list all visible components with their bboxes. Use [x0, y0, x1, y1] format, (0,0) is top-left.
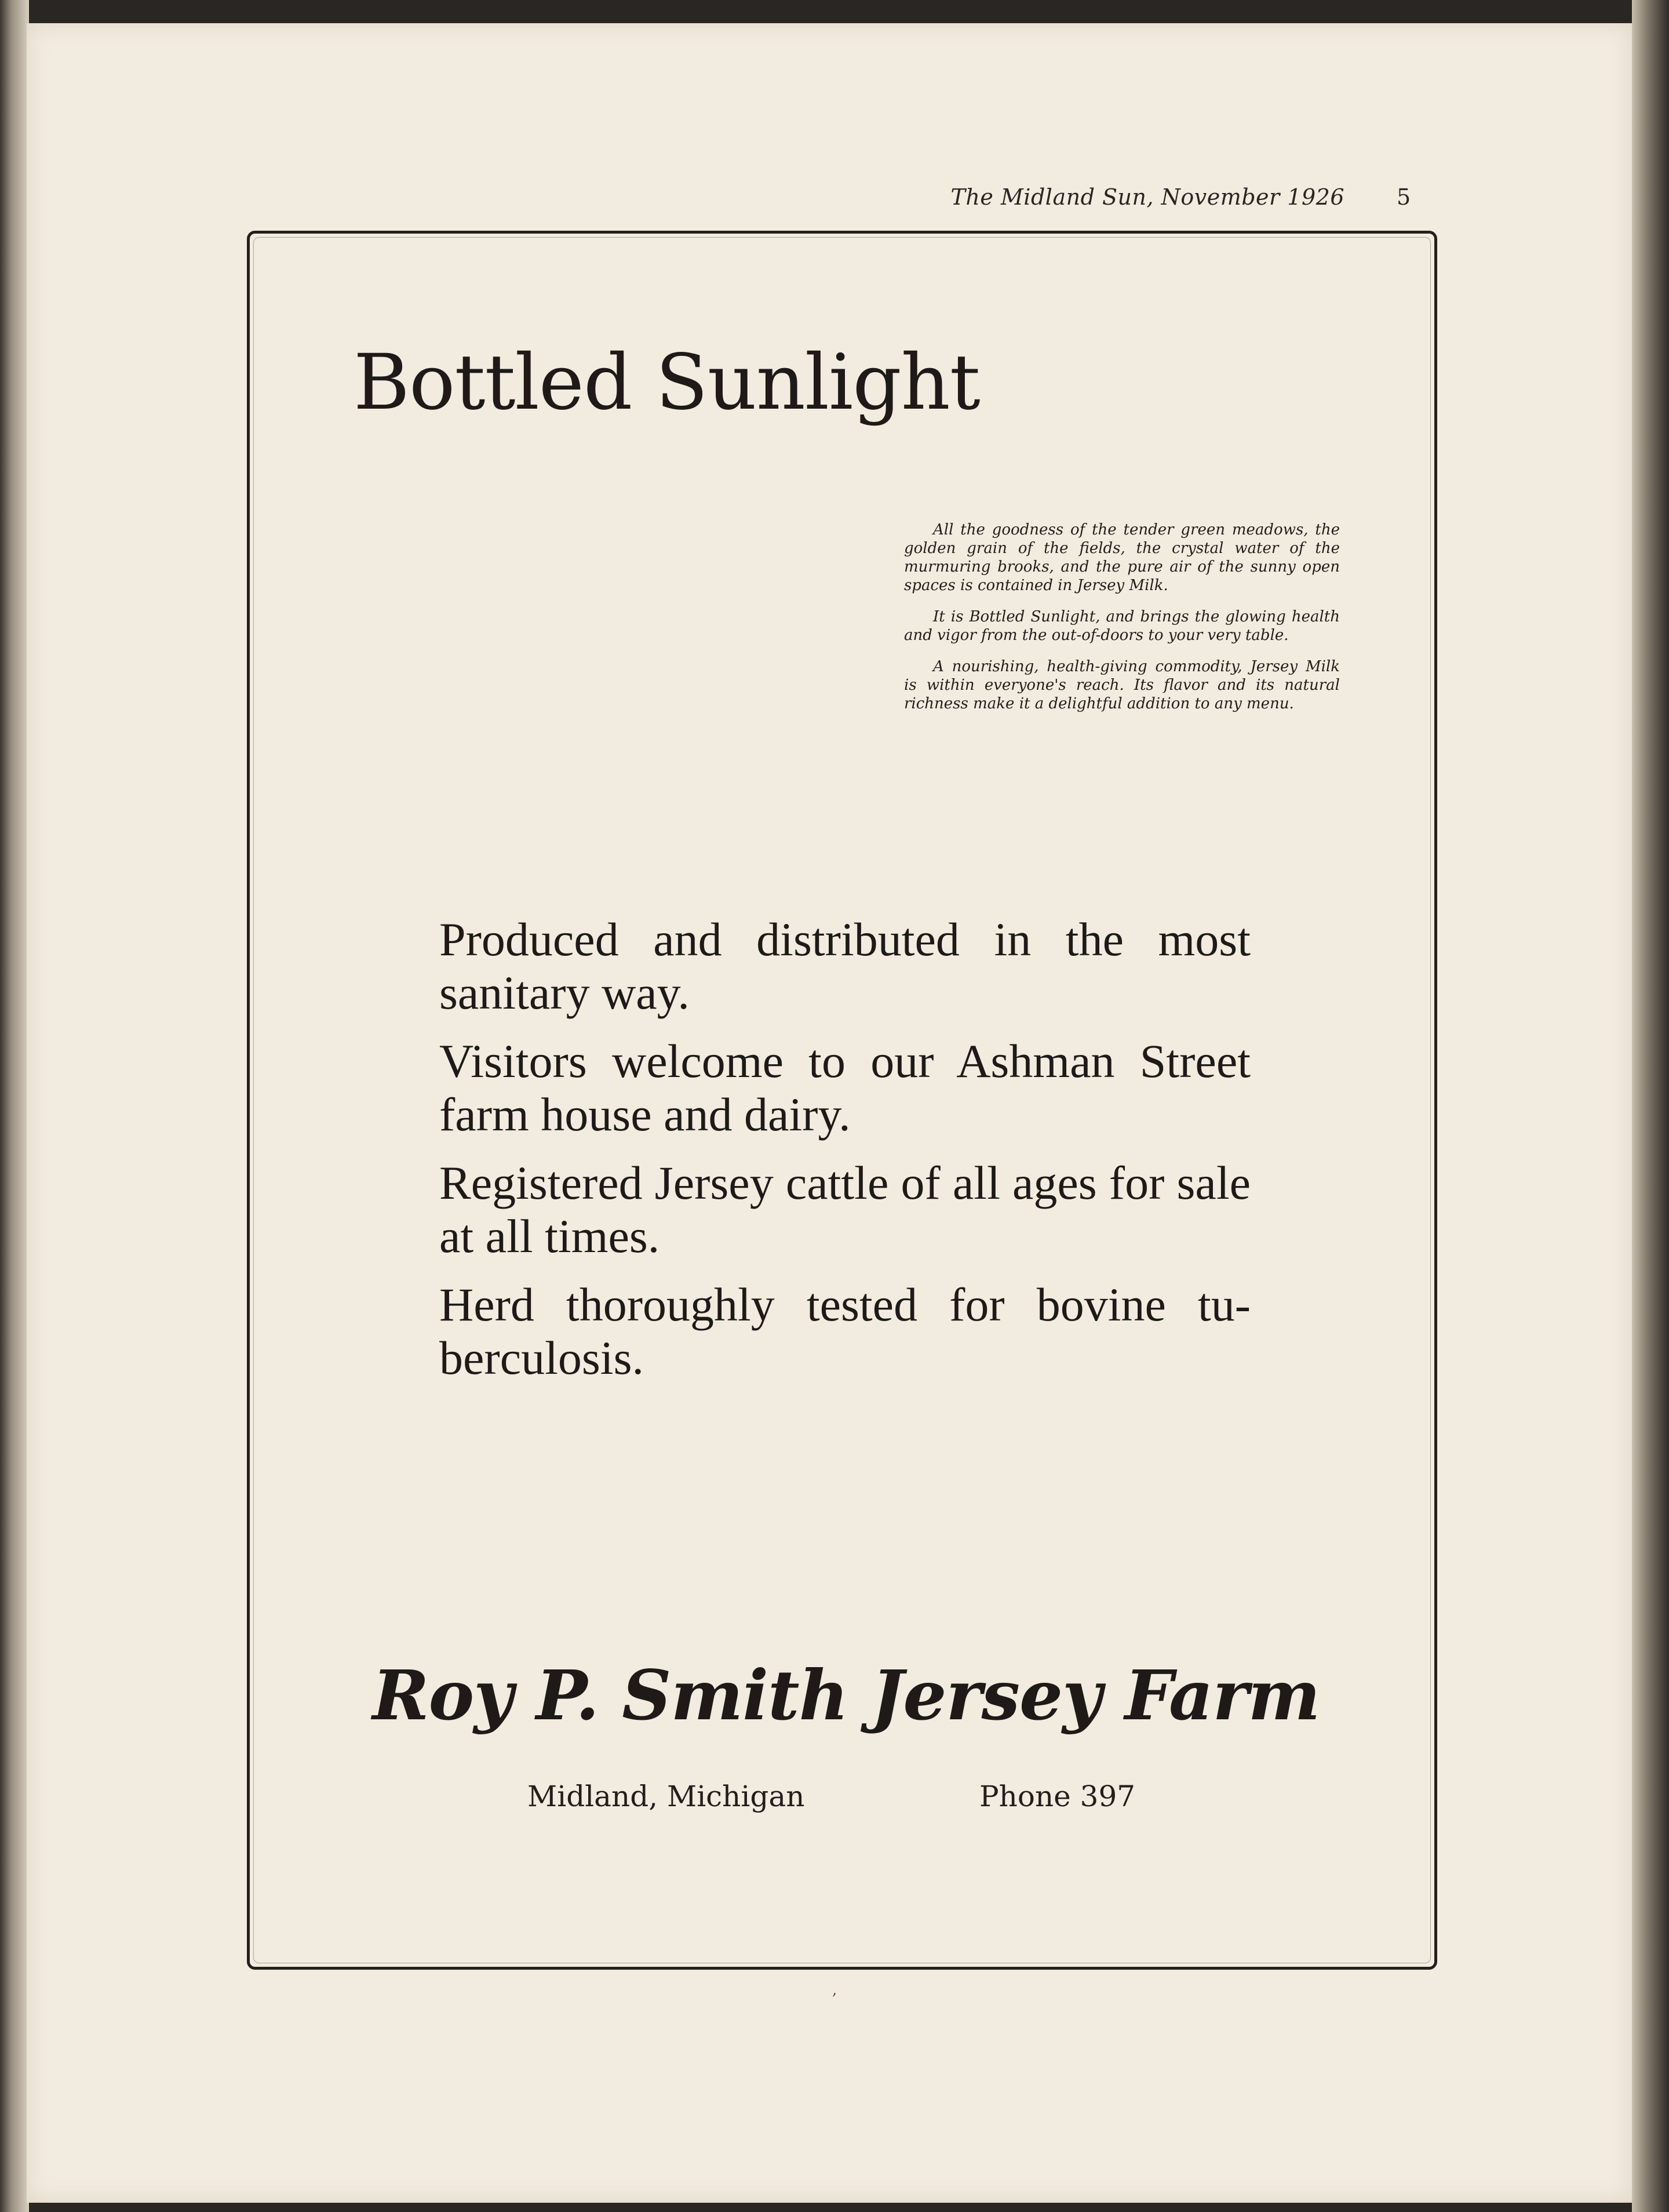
intro-copy: [904, 521, 1340, 726]
selling-point: Registered Jersey cattle of all ages for sale at all times.: [439, 1156, 1251, 1263]
page-left-edge: [0, 0, 29, 2212]
running-head: The Midland Sun, November 1926: [950, 184, 1344, 210]
selling-point: Herd thoroughly tested for bovine tu-berculosis.: [439, 1278, 1251, 1384]
intro-paragraph: All the goodness of the tender green meadows, the golden grain of the fields, the crystal water of the murmuring brooks, and the pure air of the sunny open spaces is contained in Jersey Milk.: [904, 521, 1340, 594]
page-right-edge: [1632, 0, 1669, 2212]
intro-paragraph: It is Bottled Sunlight, and brings the glowing health and vigor from the out-of-doors to your very table.: [904, 608, 1340, 644]
print-mark: ,: [832, 1981, 837, 1999]
selling-points: [439, 913, 1251, 1400]
farm-name: Roy P. Smith Jersey Farm: [372, 1655, 1320, 1736]
intro-paragraph: A nourishing, health-giving commodity, Jersey Milk is within everyone's reach. Its flavor and its natural richness make it a delightful addition to any menu.: [904, 658, 1340, 712]
selling-point: Visitors welcome to our Ashman Street farm house and dairy.: [439, 1035, 1251, 1141]
page-number: 5: [1397, 184, 1411, 210]
farm-phone: Phone 397: [979, 1780, 1136, 1813]
selling-point: Produced and distributed in the most sanitary way.: [439, 913, 1251, 1019]
ad-headline: Bottled Sunlight: [354, 338, 980, 427]
farm-address: Midland, Michigan: [527, 1780, 805, 1813]
